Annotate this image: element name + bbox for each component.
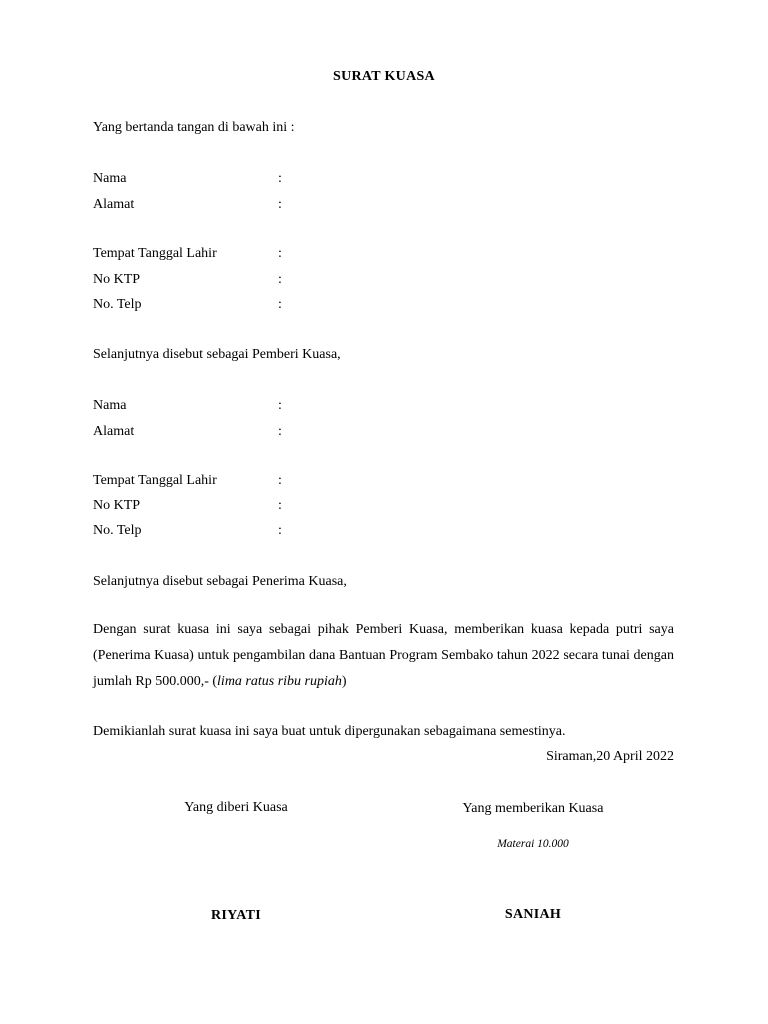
pemberi-note: Selanjutnya disebut sebagai Pemberi Kuasa, bbox=[93, 347, 341, 362]
signature-left-heading: Yang diberi Kuasa bbox=[184, 800, 288, 815]
penerima-ktp-label: No KTP bbox=[93, 498, 141, 513]
penerima-note: Selanjutnya disebut sebagai Penerima Kuasa, bbox=[93, 574, 347, 589]
pemberi-nama-label: Nama bbox=[93, 171, 127, 186]
body-text-main: Dengan surat kuasa ini saya sebagai pihak Pemberi Kuasa, memberikan kuasa kepada putri saya (Penerima Kuasa) untuk pengambilan dana Bantuan Program Sembako tahun 2022 secara tunai dengan jumlah Rp 500.000,- ( bbox=[93, 622, 674, 689]
intro-text: Yang bertanda tangan di bawah ini : bbox=[93, 120, 295, 135]
signature-left-name: RIYATI bbox=[210, 908, 262, 923]
pemberi-alamat-label: Alamat bbox=[93, 197, 135, 212]
pemberi-ttl-colon: : bbox=[278, 246, 282, 261]
document-title: SURAT KUASA bbox=[333, 69, 435, 84]
penerima-ktp-colon: : bbox=[278, 498, 282, 513]
pemberi-telp-colon: : bbox=[278, 297, 282, 312]
pemberi-telp-label: No. Telp bbox=[93, 297, 142, 312]
signature-right-heading: Yang memberikan Kuasa bbox=[462, 801, 604, 816]
penerima-telp-label: No. Telp bbox=[93, 523, 142, 538]
pemberi-alamat-colon: : bbox=[278, 197, 282, 212]
pemberi-ttl-label: Tempat Tanggal Lahir bbox=[93, 246, 217, 261]
pemberi-nama-colon: : bbox=[278, 171, 282, 186]
penerima-alamat-colon: : bbox=[278, 424, 282, 439]
signature-right-name: SANIAH bbox=[504, 907, 562, 922]
pemberi-ktp-colon: : bbox=[278, 272, 282, 287]
penerima-nama-colon: : bbox=[278, 398, 282, 413]
place-date: Siraman,20 April 2022 bbox=[546, 749, 674, 764]
penerima-ttl-label: Tempat Tanggal Lahir bbox=[93, 473, 217, 488]
penerima-telp-colon: : bbox=[278, 523, 282, 538]
pemberi-ktp-label: No KTP bbox=[93, 272, 141, 287]
penerima-alamat-label: Alamat bbox=[93, 424, 135, 439]
materai-stamp-label: Materai 10.000 bbox=[497, 838, 569, 850]
penerima-nama-label: Nama bbox=[93, 398, 127, 413]
body-text-italic: lima ratus ribu rupiah bbox=[217, 674, 342, 689]
closing-text: Demikianlah surat kuasa ini saya buat untuk dipergunakan sebagaimana semestinya. bbox=[93, 724, 566, 739]
body-text-end: ) bbox=[341, 674, 347, 689]
body-paragraph bbox=[93, 617, 674, 695]
penerima-ttl-colon: : bbox=[278, 473, 282, 488]
